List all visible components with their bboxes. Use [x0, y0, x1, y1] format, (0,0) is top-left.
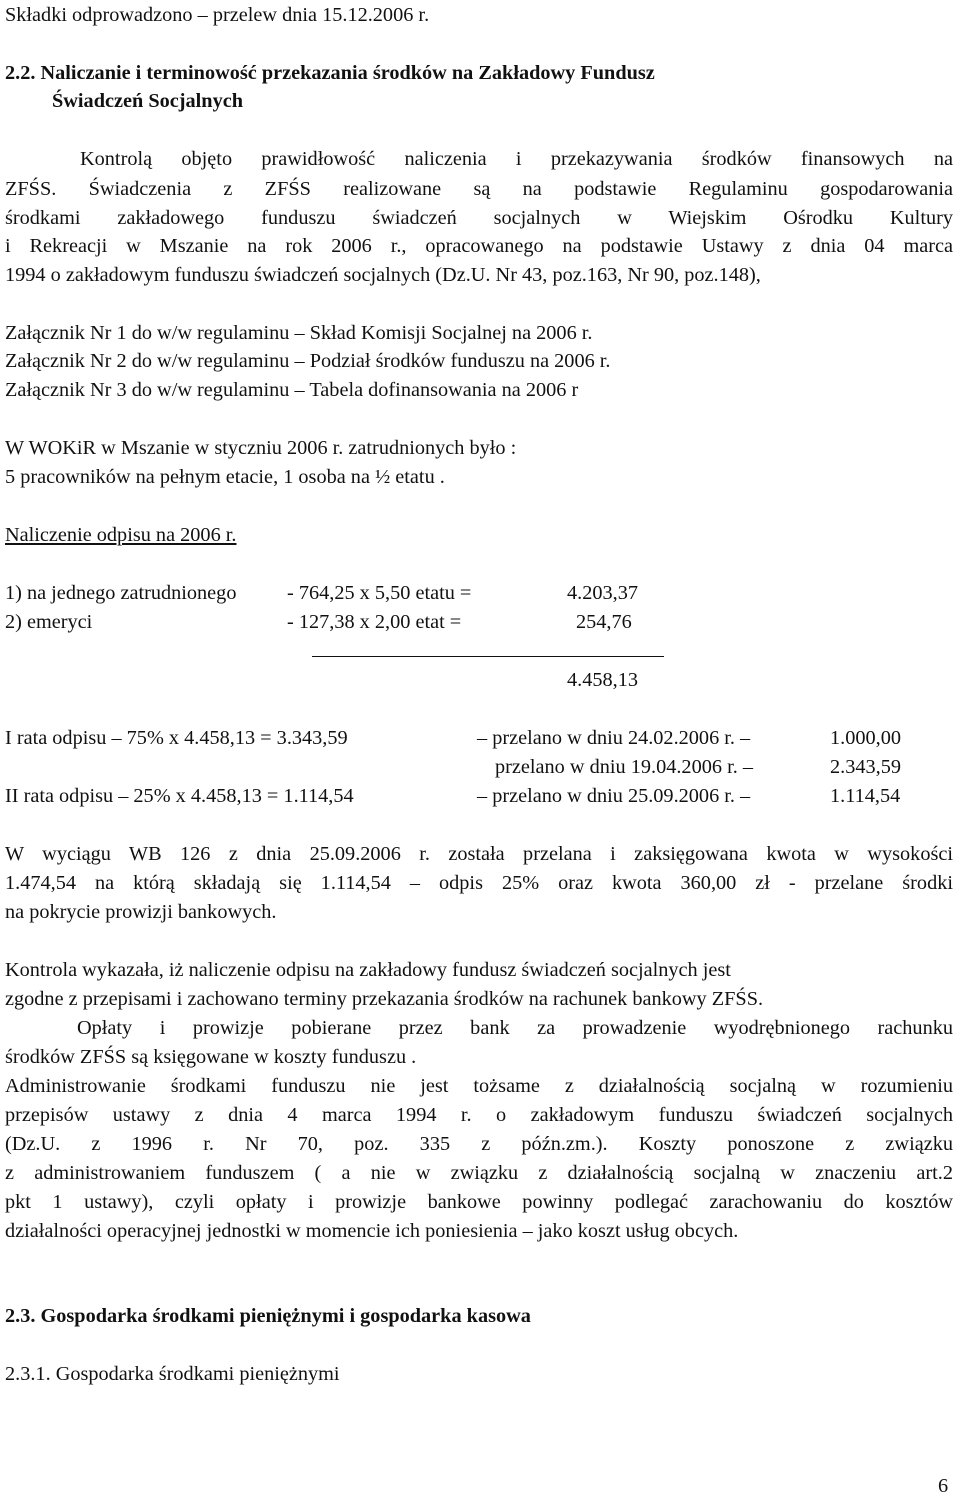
- paragraph-line: na pokrycie prowizji bankowych.: [5, 901, 277, 923]
- paragraph-line: przepisów ustawy z dnia 4 marca 1994 r. o zakładowym funduszu świadczeń socjalnych: [5, 1104, 953, 1126]
- calc-heading: Naliczenie odpisu na 2006 r.: [5, 524, 237, 546]
- installment-1-label: I rata odpisu – 75% x 4.458,13 = 3.343,59: [5, 727, 348, 749]
- installment-1-transfer-2: przelano w dniu 19.04.2006 r. –: [495, 756, 753, 778]
- paragraph-line: zgodne z przepisami i zachowano terminy przekazania środków na rachunek bankowy ZFŚS.: [5, 988, 764, 1010]
- paragraph-line: W wyciągu WB 126 z dnia 25.09.2006 r. została przelana i zaksięgowana kwota w wysokości: [5, 843, 953, 865]
- section-2-3-1-heading: 2.3.1. Gospodarka środkami pieniężnymi: [5, 1363, 340, 1385]
- calc-row-formula: - 127,38 x 2,00 etat =: [287, 611, 462, 633]
- section-2-2-heading-cont: Świadczeń Socjalnych: [52, 90, 243, 112]
- paragraph-line: z administrowaniem funduszem ( a nie w związku z działalnością socjalną w znaczeniu art.2: [5, 1162, 953, 1184]
- paragraph-line: Opłaty i prowizje pobierane przez bank za prowadzenie wyodrębnionego rachunku: [77, 1017, 953, 1039]
- paragraph-line: środkami zakładowego funduszu świadczeń socjalnych w Wiejskim Ośrodku Kultury: [5, 207, 953, 229]
- paragraph-line: 1.474,54 na którą składają się 1.114,54 – odpis 25% oraz kwota 360,00 zł - przelane środki: [5, 872, 953, 894]
- paragraph-line: ZFŚS. Świadczenia z ZFŚS realizowane są na podstawie Regulaminu gospodarowania: [5, 178, 953, 200]
- employment-line: W WOKiR w Mszanie w styczniu 2006 r. zatrudnionych było :: [5, 437, 517, 459]
- paragraph-line: Kontrola wykazała, iż naliczenie odpisu na zakładowy fundusz świadczeń socjalnych jest: [5, 959, 731, 981]
- sum-divider: [312, 656, 664, 657]
- attachment-item: Załącznik Nr 2 do w/w regulaminu – Podział środków funduszu na 2006 r.: [5, 350, 611, 372]
- calc-row-label: 2) emeryci: [5, 611, 93, 633]
- calc-row-label: 1) na jednego zatrudnionego: [5, 582, 237, 604]
- paragraph-line: Administrowanie środkami funduszu nie jest tożsame z działalnością socjalną w rozumieniu: [5, 1075, 953, 1097]
- calc-total: 4.458,13: [567, 669, 638, 691]
- installment-1-transfer: – przelano w dniu 24.02.2006 r. –: [477, 727, 751, 749]
- paragraph-line: 1994 o zakładowym funduszu świadczeń socjalnych (Dz.U. Nr 43, poz.163, Nr 90, poz.148),: [5, 264, 761, 286]
- attachment-item: Załącznik Nr 1 do w/w regulaminu – Skład Komisji Socjalnej na 2006 r.: [5, 322, 593, 344]
- paragraph-line: pkt 1 ustawy), czyli opłaty i prowizje bankowe powinny podlegać zarachowaniu do kosztów: [5, 1191, 953, 1213]
- installment-1-amount-2: 2.343,59: [830, 756, 901, 778]
- attachment-item: Załącznik Nr 3 do w/w regulaminu – Tabela dofinansowania na 2006 r: [5, 379, 579, 401]
- calc-row-formula: - 764,25 x 5,50 etatu =: [287, 582, 472, 604]
- installment-1-amount: 1.000,00: [830, 727, 901, 749]
- installment-2-label: II rata odpisu – 25% x 4.458,13 = 1.114,54: [5, 785, 354, 807]
- calc-row-result: 4.203,37: [567, 582, 638, 604]
- paragraph-line: środków ZFŚS są księgowane w koszty funduszu .: [5, 1046, 417, 1068]
- paragraph-line: działalności operacyjnej jednostki w momencie ich poniesienia – jako koszt usług obcych.: [5, 1220, 739, 1242]
- section-2-2-heading: 2.2. Naliczanie i terminowość przekazania środków na Zakładowy Fundusz: [5, 62, 655, 84]
- paragraph-line: i Rekreacji w Mszanie na rok 2006 r., opracowanego na podstawie Ustawy z dnia 04 marca: [5, 235, 953, 257]
- paragraph-line: Kontrolą objęto prawidłowość naliczenia i przekazywania środków finansowych na: [80, 148, 953, 170]
- section-2-3-heading: 2.3. Gospodarka środkami pieniężnymi i gospodarka kasowa: [5, 1305, 531, 1327]
- installment-2-amount: 1.114,54: [830, 785, 901, 807]
- paragraph-line: (Dz.U. z 1996 r. Nr 70, poz. 335 z późn.zm.). Koszty ponoszone z związku: [5, 1133, 953, 1155]
- calc-row-result: 254,76: [576, 611, 632, 633]
- intro-line: Składki odprowadzono – przelew dnia 15.12.2006 r.: [5, 4, 430, 26]
- employment-line: 5 pracowników na pełnym etacie, 1 osoba na ½ etatu .: [5, 466, 445, 488]
- page-number: 6: [938, 1475, 949, 1497]
- installment-2-transfer: – przelano w dniu 25.09.2006 r. –: [477, 785, 751, 807]
